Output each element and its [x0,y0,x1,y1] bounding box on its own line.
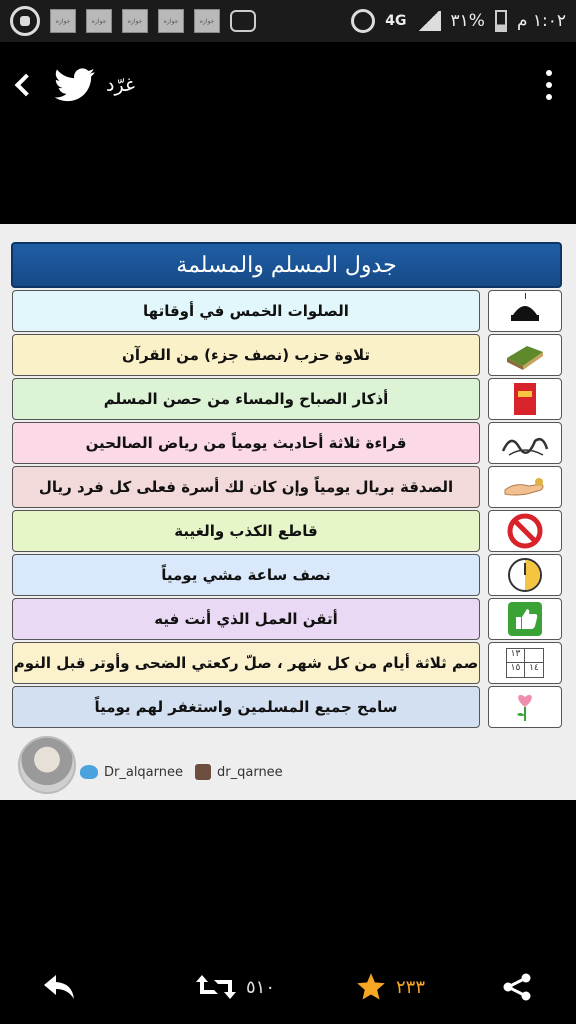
list-item [12,334,564,376]
calendar-icon: ١٣ ١٥ ١٤ [506,648,544,678]
quran-icon [503,338,547,372]
instagram-icon [195,764,211,780]
battery-percent: ٣١% [450,11,485,31]
list-item [12,554,564,596]
retweet-icon [196,973,236,1001]
mosque-icon [505,293,545,329]
row-text: نصف ساعة مشي يومياً [12,554,480,596]
favorite-button[interactable] [356,972,425,1002]
row-icon-cell [488,686,562,728]
row-icon-cell [488,334,562,376]
row-text: تلاوة حزب (نصف جزء) من القرآن [12,334,480,376]
row-icon-cell [488,466,562,508]
thumbs-up-icon [507,601,543,637]
reply-icon [42,973,76,1001]
book-icon [512,381,538,417]
list-item [12,642,564,684]
notification-thumb-icon: جوازه [158,9,184,33]
app-header [0,42,576,128]
list-item [12,378,564,420]
table-title: جدول المسلم والمسلمة [11,242,562,288]
back-icon[interactable] [15,74,38,97]
row-text: صم ثلاثة أيام من كل شهر ، صلّ ركعتي الضحى وأوتر قبل النوم [12,642,480,684]
battery-icon [495,10,507,32]
row-text: الصلوات الخمس في أوقاتها [12,290,480,332]
clock-time: ١:٠٢ م [516,11,566,31]
calligraphy-icon [499,427,551,459]
whatsapp-icon [10,6,40,36]
list-item [12,686,564,728]
giving-hand-icon [501,472,549,502]
retweet-count: ٥١٠ [246,976,276,998]
retweet-button[interactable] [196,973,275,1001]
list-item [12,510,564,552]
author-avatar [18,736,76,794]
overflow-menu-icon[interactable] [546,70,552,100]
status-bar [0,0,576,42]
tweet-action-bar [0,950,576,1024]
list-item [12,598,564,640]
heart-flower-icon [510,689,540,725]
notification-thumb-icon: جوازه [86,9,112,33]
bbm-icon [230,10,256,32]
share-icon [502,972,532,1002]
list-item [12,290,564,332]
row-icon-cell [488,642,562,684]
header-title: غرّد [106,74,135,96]
list-item [12,422,564,464]
favorite-count: ٢٣٣ [396,976,426,998]
instagram-handle: dr_qarnee [217,764,283,780]
twitter-handle: Dr_alqarnee [104,764,184,780]
row-text: قاطع الكذب والغيبة [12,510,480,552]
notification-thumb-icon: جوازه [50,9,76,33]
row-text: الصدقة بريال يومياً وإن كان لك أسرة فعلى كل فرد ريال [12,466,480,508]
star-icon [356,972,386,1002]
row-icon-cell [488,378,562,420]
prohibited-icon [507,513,543,549]
row-text: سامح جميع المسلمين واستغفر لهم يومياً [12,686,480,728]
author-handles [80,764,283,780]
notification-thumb-icon: جوازه [122,9,148,33]
row-text: قراءة ثلاثة أحاديث يومياً من رياض الصالحين [12,422,480,464]
list-item [12,466,564,508]
row-icon-cell [488,422,562,464]
row-icon-cell [488,510,562,552]
network-type: 4G [385,13,407,29]
twitter-bird-icon [54,68,96,102]
row-text: أذكار الصباح والمساء من حصن المسلم [12,378,480,420]
row-text: أتقن العمل الذي أنت فيه [12,598,480,640]
signal-icon [417,11,441,31]
alarm-icon [351,9,375,33]
row-icon-cell [488,554,562,596]
share-button[interactable] [502,972,532,1002]
row-icon-cell [488,598,562,640]
reply-button[interactable] [42,973,76,1001]
notification-thumb-icon: جوازه [194,9,220,33]
tweet-image[interactable] [0,224,576,800]
twitter-icon [80,765,98,779]
row-icon-cell [488,290,562,332]
clock-icon [507,557,543,593]
